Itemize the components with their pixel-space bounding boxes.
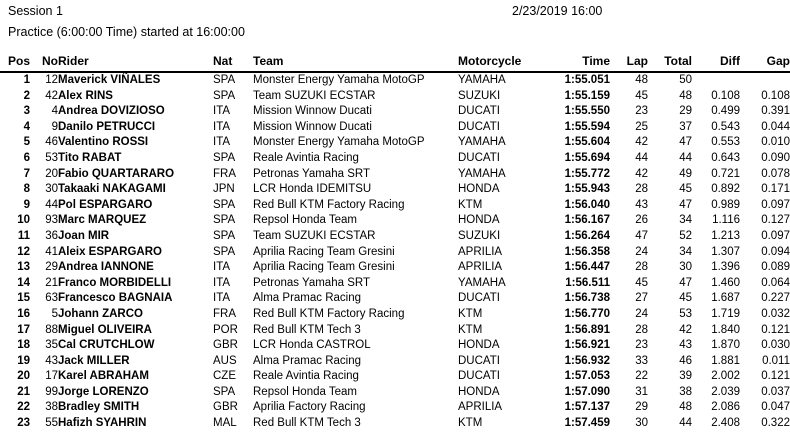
cell-no: 46 [45, 136, 58, 149]
document-header [0, 0, 790, 48]
cell-no: 88 [45, 323, 58, 336]
cell-time: 1:56.358 [564, 245, 610, 258]
cell-pos: 22 [17, 401, 30, 414]
table-row[interactable] [0, 416, 790, 432]
cell-gap: 0.064 [761, 276, 790, 289]
cell-team: Monster Energy Yamaha MotoGP [253, 136, 425, 149]
cell-team: Reale Avintia Racing [253, 370, 359, 383]
cell-time: 1:56.921 [564, 339, 610, 352]
cell-lap: 29 [635, 401, 648, 414]
cell-diff: 0.721 [711, 167, 740, 180]
cell-pos: 6 [23, 151, 30, 164]
cell-moto: DUCATI [458, 105, 500, 118]
cell-pos: 19 [17, 354, 30, 367]
cell-lap: 30 [635, 417, 648, 430]
cell-team: Team SUZUKI ECSTAR [253, 229, 376, 242]
cell-rider: Maverick VIÑALES [58, 74, 161, 86]
cell-pos: 12 [17, 245, 30, 258]
cell-diff: 0.553 [711, 136, 740, 149]
cell-pos: 16 [17, 307, 30, 320]
cell-diff: 1.460 [711, 276, 740, 289]
cell-moto: HONDA [458, 214, 500, 227]
cell-moto: DUCATI [458, 151, 500, 164]
cell-gap: 0.121 [761, 370, 790, 383]
cell-lap: 25 [635, 120, 648, 133]
cell-rider: Andrea IANNONE [58, 261, 154, 274]
cell-lap: 48 [635, 74, 648, 86]
cell-team: Red Bull KTM Factory Racing [253, 307, 405, 320]
cell-lap: 45 [635, 276, 648, 289]
cell-lap: 43 [635, 198, 648, 211]
cell-diff: 1.719 [711, 307, 740, 320]
table-row[interactable] [0, 104, 790, 120]
column-header-no: No [30, 52, 58, 72]
cell-time: 1:56.511 [565, 276, 610, 289]
cell-total: 29 [679, 105, 692, 118]
cell-total: 30 [679, 261, 692, 274]
cell-diff: 1.307 [711, 245, 740, 258]
cell-time: 1:57.137 [564, 401, 610, 414]
cell-nat: ITA [213, 120, 231, 133]
cell-no: 63 [45, 292, 58, 305]
cell-pos: 1 [23, 74, 30, 86]
cell-team: Alma Pramac Racing [253, 292, 362, 305]
cell-total: 45 [679, 183, 692, 196]
table-row[interactable] [0, 229, 790, 245]
session-datetime: 2/23/2019 16:00 [512, 4, 603, 18]
cell-no: 53 [45, 151, 58, 164]
cell-nat: ITA [213, 105, 231, 118]
cell-gap: 0.011 [762, 354, 790, 367]
cell-pos: 15 [17, 292, 30, 305]
cell-team: Red Bull KTM Tech 3 [253, 417, 361, 430]
cell-rider: Bradley SMITH [58, 401, 140, 414]
cell-gap [740, 72, 790, 89]
cell-total: 39 [679, 370, 692, 383]
cell-time: 1:55.550 [564, 105, 610, 118]
cell-gap: 0.032 [761, 307, 790, 320]
column-header-time: Time [550, 52, 610, 72]
cell-rider: Johann ZARCO [58, 307, 143, 320]
table-row[interactable] [0, 291, 790, 307]
cell-total: 47 [679, 198, 692, 211]
cell-diff: 0.892 [711, 183, 740, 196]
cell-time: 1:56.040 [564, 198, 610, 211]
cell-total: 49 [679, 167, 692, 180]
cell-no: 4 [51, 105, 58, 118]
cell-team: Petronas Yamaha SRT [253, 276, 370, 289]
cell-moto: HONDA [458, 183, 500, 196]
cell-lap: 31 [635, 385, 648, 398]
table-row[interactable] [0, 307, 790, 323]
cell-pos: 8 [23, 183, 30, 196]
cell-moto: YAMAHA [458, 74, 506, 86]
cell-moto: HONDA [458, 385, 500, 398]
cell-rider: Andrea DOVIZIOSO [58, 105, 165, 118]
table-row[interactable] [0, 135, 790, 151]
cell-team: Reale Avintia Racing [253, 151, 359, 164]
cell-diff: 2.086 [711, 401, 740, 414]
cell-pos: 18 [17, 339, 30, 352]
cell-no: 17 [45, 370, 58, 383]
cell-no: 5 [51, 307, 58, 320]
cell-moto: HONDA [458, 339, 500, 352]
cell-team: LCR Honda IDEMITSU [253, 183, 372, 196]
cell-lap: 28 [635, 183, 648, 196]
cell-pos: 14 [17, 276, 30, 289]
cell-rider: Fabio QUARTARARO [58, 167, 175, 180]
cell-total: 50 [679, 74, 692, 86]
cell-diff: 1.881 [711, 354, 740, 367]
cell-no: 29 [45, 261, 58, 274]
cell-lap: 22 [635, 370, 648, 383]
cell-lap: 42 [635, 167, 648, 180]
cell-diff [692, 72, 740, 89]
cell-nat: GBR [213, 401, 238, 414]
cell-team: Aprilia Factory Racing [253, 401, 366, 414]
table-row[interactable] [0, 323, 790, 339]
table-row[interactable] [0, 385, 790, 401]
cell-team: Monster Energy Yamaha MotoGP [253, 74, 425, 86]
table-row[interactable] [0, 245, 790, 261]
table-row[interactable] [0, 354, 790, 370]
cell-rider: Francesco BAGNAIA [58, 292, 173, 305]
cell-diff: 1.840 [711, 323, 740, 336]
cell-pos: 20 [17, 370, 30, 383]
cell-gap: 0.037 [761, 385, 790, 398]
cell-pos: 10 [17, 214, 30, 227]
cell-moto: SUZUKI [458, 229, 501, 242]
cell-gap: 0.010 [761, 136, 790, 149]
cell-total: 44 [679, 151, 692, 164]
cell-time: 1:57.090 [564, 385, 610, 398]
cell-nat: ITA [213, 276, 231, 289]
cell-no: 93 [45, 214, 58, 227]
cell-diff: 1.396 [711, 261, 740, 274]
cell-gap: 0.089 [761, 261, 790, 274]
cell-time: 1:55.943 [564, 183, 610, 196]
cell-team: Petronas Yamaha SRT [253, 167, 370, 180]
cell-lap: 28 [635, 323, 648, 336]
cell-gap: 0.030 [761, 339, 790, 352]
cell-nat: ITA [213, 261, 231, 274]
cell-gap: 0.108 [761, 89, 790, 102]
cell-pos: 5 [23, 136, 30, 149]
cell-gap: 0.047 [761, 401, 790, 414]
cell-gap: 0.121 [761, 323, 790, 336]
cell-pos: 4 [23, 120, 30, 133]
session-title: Session 1 [8, 4, 63, 18]
column-header-lap: Lap [610, 52, 648, 72]
cell-rider: Franco MORBIDELLI [58, 276, 172, 289]
cell-total: 34 [679, 245, 692, 258]
cell-moto: KTM [458, 198, 483, 211]
column-header-pos: Pos [0, 52, 30, 72]
cell-diff: 1.213 [711, 229, 740, 242]
cell-team: Mission Winnow Ducati [253, 120, 372, 133]
cell-gap: 0.078 [761, 167, 790, 180]
cell-nat: SPA [213, 89, 236, 102]
table-row[interactable] [0, 213, 790, 229]
cell-nat: JPN [213, 183, 235, 196]
cell-total: 45 [679, 292, 692, 305]
cell-lap: 26 [635, 214, 648, 227]
cell-rider: Hafizh SYAHRIN [58, 417, 147, 430]
cell-rider: Karel ABRAHAM [58, 370, 149, 383]
cell-lap: 27 [635, 292, 648, 305]
cell-nat: AUS [213, 354, 237, 367]
cell-pos: 7 [23, 167, 30, 180]
cell-diff: 0.989 [711, 198, 740, 211]
cell-gap: 0.044 [761, 120, 790, 133]
cell-lap: 24 [635, 307, 648, 320]
cell-lap: 23 [635, 339, 648, 352]
cell-pos: 13 [17, 261, 30, 274]
cell-moto: DUCATI [458, 354, 500, 367]
cell-time: 1:55.604 [564, 136, 610, 149]
cell-pos: 2 [23, 89, 30, 102]
cell-nat: ITA [213, 136, 231, 149]
results-table-body [0, 72, 790, 432]
cell-nat: SPA [213, 198, 236, 211]
cell-nat: SPA [213, 385, 236, 398]
cell-nat: SPA [213, 229, 236, 242]
cell-moto: DUCATI [458, 292, 500, 305]
cell-total: 48 [679, 401, 692, 414]
cell-no: 43 [45, 354, 58, 367]
cell-total: 43 [679, 339, 692, 352]
cell-lap: 44 [635, 151, 648, 164]
cell-moto: SUZUKI [458, 89, 501, 102]
cell-time: 1:56.738 [564, 292, 610, 305]
cell-no: 36 [45, 229, 58, 242]
cell-rider: Danilo PETRUCCI [58, 120, 156, 133]
table-header-row [0, 52, 790, 72]
cell-gap: 0.097 [761, 198, 790, 211]
cell-nat: SPA [213, 74, 236, 86]
cell-rider: Takaaki NAKAGAMI [58, 183, 166, 196]
cell-diff: 0.108 [711, 89, 740, 102]
cell-no: 38 [45, 401, 58, 414]
cell-team: Repsol Honda Team [253, 214, 357, 227]
cell-diff: 2.039 [711, 385, 740, 398]
cell-no: 9 [51, 120, 58, 133]
cell-moto: YAMAHA [458, 136, 506, 149]
cell-gap: 0.227 [761, 292, 790, 305]
cell-team: Red Bull KTM Factory Racing [253, 198, 405, 211]
column-header-rider: Rider [58, 52, 213, 72]
cell-nat: POR [213, 323, 238, 336]
cell-gap: 0.171 [761, 183, 790, 196]
cell-no: 30 [45, 183, 58, 196]
cell-moto: APRILIA [458, 261, 503, 274]
column-header-team: Team [253, 52, 458, 72]
cell-gap: 0.090 [761, 151, 790, 164]
cell-team: Aprilia Racing Team Gresini [253, 245, 395, 258]
results-table-header [0, 52, 790, 72]
cell-no: 21 [45, 276, 58, 289]
cell-nat: ITA [213, 292, 231, 305]
cell-gap: 0.391 [761, 105, 790, 118]
cell-moto: YAMAHA [458, 276, 506, 289]
cell-moto: DUCATI [458, 370, 500, 383]
cell-time: 1:56.167 [564, 214, 610, 227]
cell-rider: Jorge LORENZO [58, 385, 149, 398]
cell-rider: Alex RINS [58, 89, 113, 102]
table-row[interactable] [0, 89, 790, 105]
cell-time: 1:55.772 [564, 167, 610, 180]
cell-total: 34 [679, 214, 692, 227]
cell-total: 48 [679, 89, 692, 102]
cell-diff: 0.499 [711, 105, 740, 118]
column-header-motorcycle: Motorcycle [458, 52, 550, 72]
cell-pos: 21 [17, 385, 30, 398]
cell-rider: Tito RABAT [58, 151, 122, 164]
cell-nat: SPA [213, 245, 236, 258]
cell-no: 35 [45, 339, 58, 352]
cell-lap: 33 [635, 354, 648, 367]
cell-time: 1:57.459 [564, 417, 610, 430]
cell-total: 37 [679, 120, 692, 133]
cell-rider: Joan MIR [58, 229, 110, 242]
cell-total: 47 [679, 136, 692, 149]
cell-moto: YAMAHA [458, 167, 506, 180]
cell-pos: 9 [23, 198, 30, 211]
cell-team: Red Bull KTM Tech 3 [253, 323, 361, 336]
table-row[interactable] [0, 276, 790, 292]
table-row[interactable] [0, 198, 790, 214]
table-row[interactable] [0, 400, 790, 416]
cell-moto: KTM [458, 323, 483, 336]
table-row[interactable] [0, 151, 790, 167]
cell-no: 20 [45, 167, 58, 180]
cell-rider: Valentino ROSSI [58, 136, 149, 149]
cell-lap: 23 [635, 105, 648, 118]
cell-moto: APRILIA [458, 401, 503, 414]
cell-total: 46 [679, 354, 692, 367]
cell-pos: 17 [17, 323, 30, 336]
cell-lap: 45 [635, 89, 648, 102]
cell-diff: 1.116 [712, 214, 740, 227]
cell-moto: KTM [458, 417, 483, 430]
cell-gap: 0.097 [761, 229, 790, 242]
cell-rider: Jack MILLER [58, 354, 130, 367]
cell-time: 1:56.447 [564, 261, 610, 274]
cell-lap: 24 [635, 245, 648, 258]
table-row[interactable] [0, 369, 790, 385]
cell-time: 1:55.051 [564, 74, 610, 86]
cell-no: 12 [45, 74, 58, 86]
cell-rider: Miguel OLIVEIRA [58, 323, 152, 336]
cell-diff: 0.643 [711, 151, 740, 164]
cell-pos: 23 [17, 417, 30, 430]
cell-nat: SPA [213, 151, 236, 164]
cell-nat: CZE [213, 370, 236, 383]
table-row[interactable] [0, 260, 790, 276]
cell-team: Team SUZUKI ECSTAR [253, 89, 376, 102]
cell-nat: MAL [213, 417, 237, 430]
column-header-total: Total [648, 52, 692, 72]
cell-time: 1:56.770 [564, 307, 610, 320]
cell-gap: 0.127 [761, 214, 790, 227]
column-header-gap: Gap [740, 52, 790, 72]
cell-diff: 1.870 [711, 339, 740, 352]
cell-gap: 0.322 [761, 417, 790, 430]
table-row[interactable] [0, 182, 790, 198]
cell-no: 42 [45, 89, 58, 102]
cell-team: Repsol Honda Team [253, 385, 357, 398]
cell-diff: 2.408 [711, 417, 740, 430]
cell-time: 1:56.891 [564, 323, 610, 336]
table-row[interactable] [0, 120, 790, 136]
cell-time: 1:55.694 [564, 151, 610, 164]
cell-total: 53 [679, 307, 692, 320]
cell-moto: KTM [458, 307, 483, 320]
cell-diff: 1.687 [711, 292, 740, 305]
session-subtitle: Practice (6:00:00 Time) started at 16:00:00 [8, 25, 245, 39]
cell-total: 47 [679, 276, 692, 289]
cell-moto: APRILIA [458, 245, 503, 258]
cell-time: 1:57.053 [564, 370, 610, 383]
cell-total: 42 [679, 323, 692, 336]
cell-lap: 47 [635, 229, 648, 242]
cell-team: LCR Honda CASTROL [253, 339, 371, 352]
cell-diff: 2.002 [711, 370, 740, 383]
cell-lap: 28 [635, 261, 648, 274]
cell-no: 41 [45, 245, 58, 258]
cell-nat: GBR [213, 339, 238, 352]
cell-rider: Marc MARQUEZ [58, 214, 147, 227]
cell-time: 1:56.932 [564, 354, 610, 367]
table-row[interactable] [0, 167, 790, 183]
cell-rider: Pol ESPARGARO [58, 198, 153, 211]
cell-total: 38 [679, 385, 692, 398]
cell-moto: DUCATI [458, 120, 500, 133]
column-header-nat: Nat [213, 52, 253, 72]
cell-total: 44 [679, 417, 692, 430]
results-table [0, 52, 790, 432]
cell-total: 52 [679, 229, 692, 242]
cell-no: 44 [45, 198, 58, 211]
cell-diff: 0.543 [711, 120, 740, 133]
cell-time: 1:55.159 [564, 89, 610, 102]
cell-team: Mission Winnow Ducati [253, 105, 372, 118]
table-row[interactable] [0, 338, 790, 354]
cell-no: 99 [45, 385, 58, 398]
cell-pos: 3 [23, 105, 30, 118]
cell-time: 1:56.264 [564, 229, 610, 242]
column-header-diff: Diff [692, 52, 740, 72]
cell-rider: Aleix ESPARGARO [58, 245, 162, 258]
cell-team: Aprilia Racing Team Gresini [253, 261, 395, 274]
cell-time: 1:55.594 [564, 120, 610, 133]
cell-nat: FRA [213, 167, 236, 180]
cell-gap: 0.094 [761, 245, 790, 258]
table-row[interactable] [0, 72, 790, 89]
cell-pos: 11 [17, 229, 30, 242]
cell-rider: Cal CRUTCHLOW [58, 339, 155, 352]
cell-team: Alma Pramac Racing [253, 354, 362, 367]
cell-no: 55 [45, 417, 58, 430]
cell-lap: 42 [635, 136, 648, 149]
cell-nat: SPA [213, 214, 236, 227]
cell-nat: FRA [213, 307, 236, 320]
